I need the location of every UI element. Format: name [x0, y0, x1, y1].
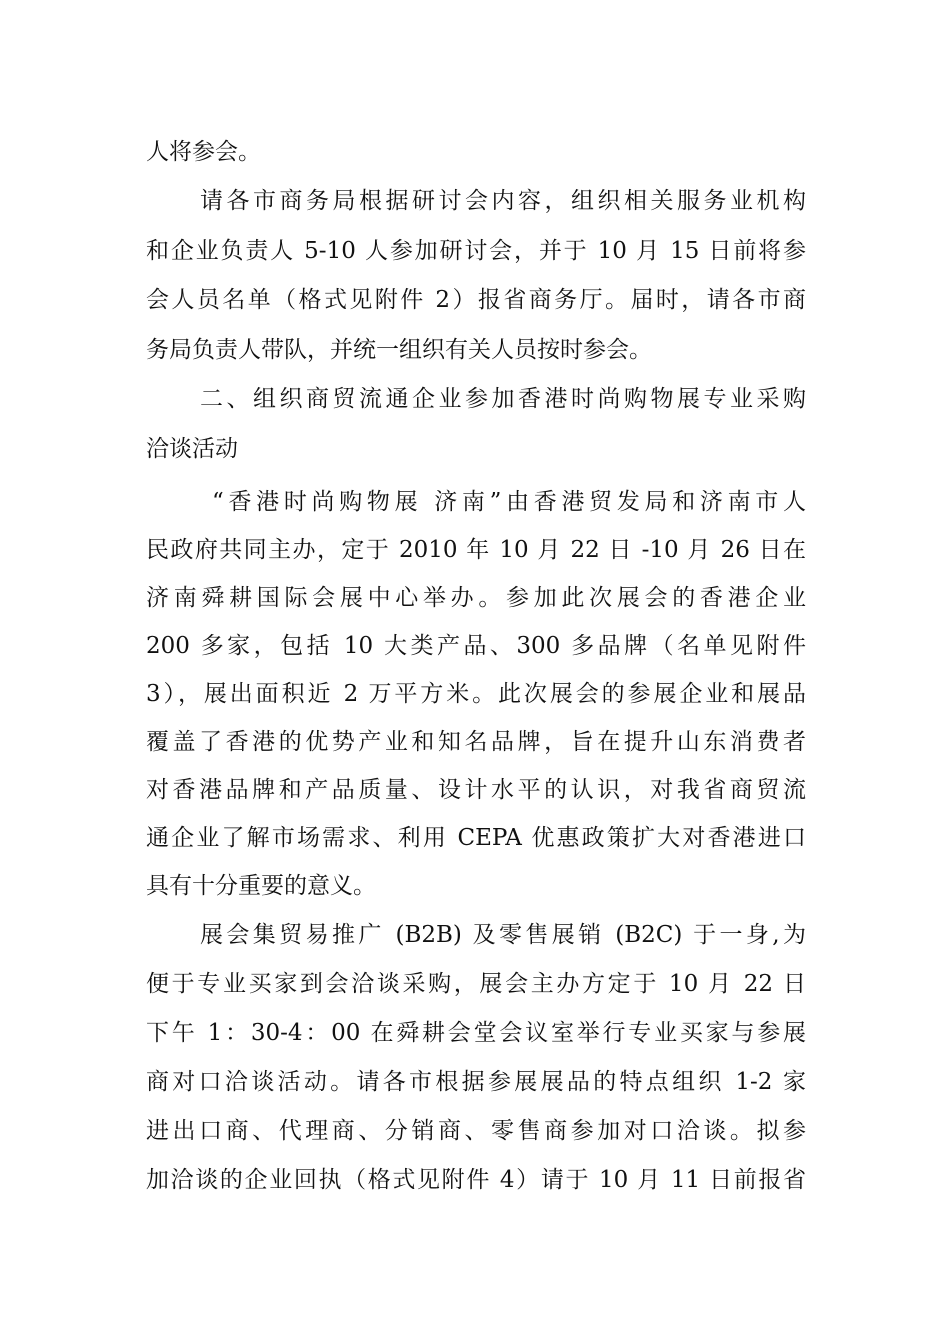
- text-line-17: 展会集贸易推广 (B2B) 及零售展销 (B2C) 于一身,为: [200, 922, 806, 948]
- text-line-2: 请各市商务局根据研讨会内容，组织相关服务业机构: [200, 188, 806, 214]
- text-line-8: “香港时尚购物展 济南”由香港贸发局和济南市人: [212, 489, 806, 515]
- text-line-3: 和企业负责人 5-10 人参加研讨会，并于 10 月 15 日前将参: [146, 238, 806, 264]
- text-line-5: 务局负责人带队，并统一组织有关人员按时参会。: [146, 337, 652, 363]
- text-line-9: 民政府共同主办，定于 2010 年 10 月 22 日 -10 月 26 日在: [146, 537, 806, 563]
- text-line-21: 进出口商、代理商、分销商、零售商参加对口洽谈。拟参: [146, 1118, 806, 1144]
- text-line-4: 会人员名单（格式见附件 2）报省商务厅。届时，请各市商: [146, 287, 806, 313]
- text-line-16: 具有十分重要的意义。: [146, 873, 376, 899]
- text-line-11: 200 多家，包括 10 大类产品、300 多品牌（名单见附件: [146, 633, 806, 659]
- section-heading-line-1: 二、组织商贸流通企业参加香港时尚购物展专业采购: [200, 386, 806, 412]
- text-line-13: 覆盖了香港的优势产业和知名品牌，旨在提升山东消费者: [146, 729, 806, 755]
- section-heading-line-2: 洽谈活动: [146, 436, 238, 462]
- text-line-10: 济南舜耕国际会展中心举办。参加此次展会的香港企业: [146, 585, 806, 611]
- text-line-18: 便于专业买家到会洽谈采购，展会主办方定于 10 月 22 日: [146, 971, 806, 997]
- text-line-1: 人将参会。: [146, 139, 261, 165]
- text-line-14: 对香港品牌和产品质量、设计水平的认识，对我省商贸流: [146, 777, 806, 803]
- text-line-19: 下午 1：30-4：00 在舜耕会堂会议室举行专业买家与参展: [146, 1020, 806, 1046]
- text-line-22: 加洽谈的企业回执（格式见附件 4）请于 10 月 11 日前报省: [146, 1167, 806, 1193]
- text-line-20: 商对口洽谈活动。请各市根据参展展品的特点组织 1-2 家: [146, 1069, 806, 1095]
- text-line-12: 3），展出面积近 2 万平方米。此次展会的参展企业和展品: [146, 681, 806, 707]
- text-line-15: 通企业了解市场需求、利用 CEPA 优惠政策扩大对香港进口: [146, 825, 806, 851]
